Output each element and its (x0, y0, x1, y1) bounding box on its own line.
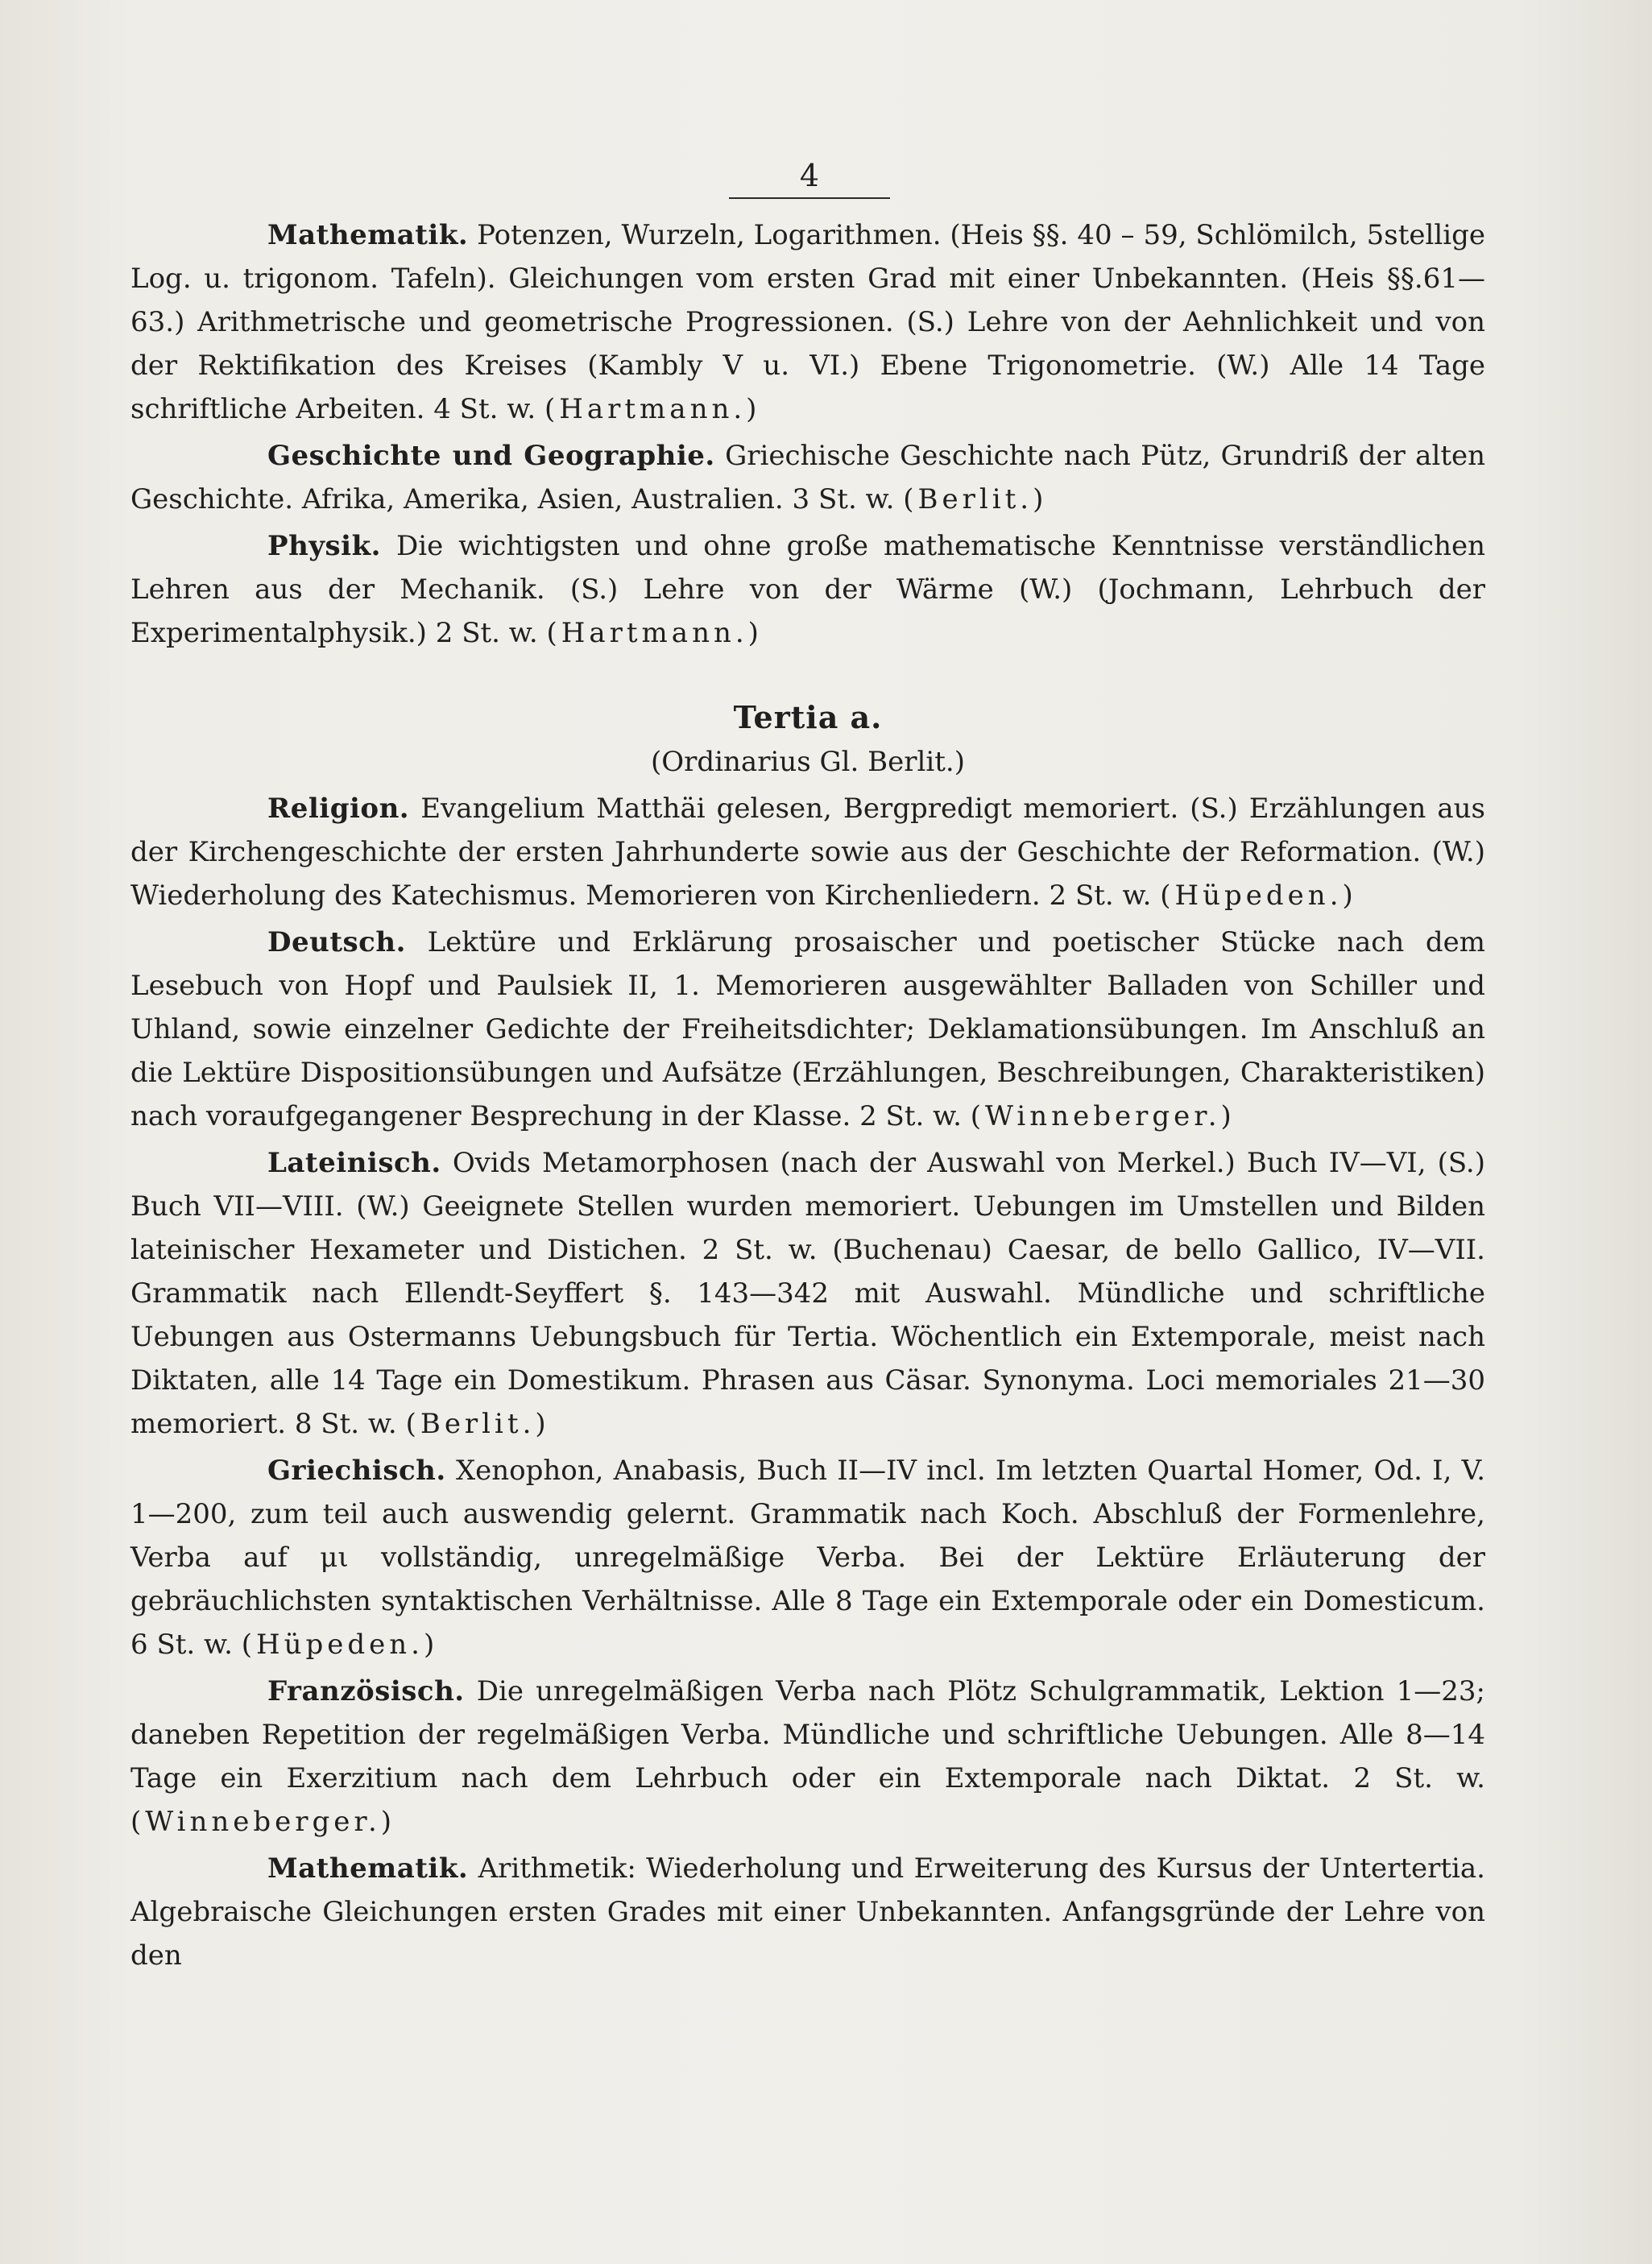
paragraph-mathematik (130, 213, 1485, 431)
paragraph-geschichte-geographie (130, 434, 1485, 521)
teacher-name: (Winneberger.) (970, 1100, 1236, 1132)
paragraph-text: Lektüre und Erklärung prosaischer und poetischer Stücke nach dem Lesebuch von Hopf und Paulsiek II, 1. Memorieren ausgewählter Balladen von Schiller und Uhland, sowie einzelner Gedichte der Freiheitsdichter; Deklamationsübungen. Im Anschluß an die Lektüre Dispositionsübungen und Aufsätze (Erzählungen, Beschreibungen, Charakteristiken) nach voraufgegangener Besprechung in der Klasse. 2 St. w. (130, 926, 1486, 1132)
teacher-name: (Winneberger.) (130, 1806, 396, 1838)
subject-heading: Griechisch. (267, 1455, 446, 1487)
paragraph-text: Xenophon, Anabasis, Buch II—IV incl. Im letzten Quartal Homer, Od. I, V. 1—200, zum teil auch auswendig gelernt. Grammatik nach Koch. Abschluß der Formenlehre, Verba auf μι vollständig, unregelmäßige Verba. Bei der Lektüre Erläuterung der gebräuchlichsten syntaktischen Verhältnisse. Alle 8 Tage ein Extemporale oder ein Domesticum. 6 St. w. (130, 1455, 1485, 1661)
page-content (130, 213, 1485, 1980)
paragraph-griechisch (130, 1449, 1485, 1666)
paragraph-text: Evangelium Matthäi gelesen, Bergpredigt memoriert. (S.) Erzählungen aus der Kirchengeschichte der ersten Jahrhunderte sowie aus der Geschichte der Reformation. (W.) Wiederholung des Katechismus. Memorieren von Kirchenliedern. 2 St. w. (130, 793, 1485, 912)
teacher-name: (Hüpeden.) (1160, 880, 1357, 912)
paragraph-text: Ovids Metamorphosen (nach der Auswahl von Merkel.) Buch IV—VI, (S.) Buch VII—VIII. (W.) Geeignete Stellen wurden memoriert. Uebungen im Umstellen und Bilden lateinischer Hexameter und Distichen. 2 St. w. (Buchenau) Caesar, de bello Gallico, IV—VII. Grammatik nach Ellendt-Seyffert §. 143—342 mit Auswahl. Mündliche und schriftliche Uebungen aus Ostermanns Uebungsbuch für Tertia. Wöchentlich ein Extemporale, meist nach Diktaten, alle 14 Tage ein Domestikum. Phrasen aus Cäsar. Synonyma. Loci memoriales 21—30 memoriert. 8 St. w. (130, 1147, 1486, 1440)
subject-heading: Geschichte und Geographie. (267, 440, 715, 472)
paragraph-lateinisch (130, 1141, 1485, 1446)
teacher-name: (Berlit.) (903, 483, 1048, 515)
paragraph-physik (130, 524, 1485, 655)
paragraph-mathematik-tertia (130, 1847, 1485, 1977)
teacher-name: (Hartmann.) (544, 393, 761, 425)
page-number: 4 (799, 158, 820, 193)
subject-heading: Mathematik. (267, 219, 469, 251)
subject-heading: Mathematik. (267, 1852, 469, 1885)
subject-heading: Lateinisch. (267, 1147, 441, 1179)
section-title: Tertia a. (733, 699, 883, 735)
subject-heading: Religion. (267, 793, 410, 825)
subject-heading: Französisch. (267, 1675, 465, 1707)
teacher-name: (Hüpeden.) (241, 1629, 439, 1661)
paragraph-religion (130, 787, 1485, 917)
page-number-rule (729, 197, 890, 199)
paragraph-text: Griechische Geschichte nach Pütz, Grundriß der alten Geschichte. Afrika, Amerika, Asien, Australien. 3 St. w. (130, 440, 1486, 515)
paragraph-text: Die wichtigsten und ohne große mathematische Kenntnisse verständlichen Lehren aus der Mechanik. (S.) Lehre von der Wärme (W.) (Jochmann, Lehrbuch der Experimentalphysik.) 2 St. w. (130, 530, 1485, 649)
paragraph-text: Die unregelmäßigen Verba nach Plötz Schulgrammatik, Lektion 1—23; daneben Repetition der regelmäßigen Verba. Mündliche und schriftliche Uebungen. Alle 8—14 Tage ein Exerzitium nach dem Lehrbuch oder ein Extemporale nach Diktat. 2 St. w. (130, 1675, 1485, 1794)
teacher-name: (Berlit.) (405, 1408, 550, 1440)
subject-heading: Physik. (267, 530, 381, 562)
section-subtitle: (Ordinarius Gl. Berlit.) (651, 746, 965, 778)
subject-heading: Deutsch. (267, 926, 406, 958)
teacher-name: (Hartmann.) (546, 617, 763, 649)
paragraph-text: Arithmetik: Wiederholung und Erweiterung des Kursus der Untertertia. Algebraische Gleichungen ersten Grades mit einer Unbekannten. Anfangsgründe der Lehre von den (130, 1852, 1485, 1972)
paragraph-deutsch (130, 921, 1485, 1138)
paragraph-franzoesisch (130, 1670, 1485, 1844)
paragraph-text: Potenzen, Wurzeln, Logarithmen. (Heis §§. 40 – 59, Schlömilch, 5stellige Log. u. trigonom. Tafeln). Gleichungen vom ersten Grad mit einer Unbekannten. (Heis §§.61—63.) Arithmetrische und geometrische Progressionen. (S.) Lehre von der Aehnlichkeit und von der Rektifikation des Kreises (Kambly V u. VI.) Ebene Trigonometrie. (W.) Alle 14 Tage schriftliche Arbeiten. 4 St. w. (130, 219, 1485, 425)
